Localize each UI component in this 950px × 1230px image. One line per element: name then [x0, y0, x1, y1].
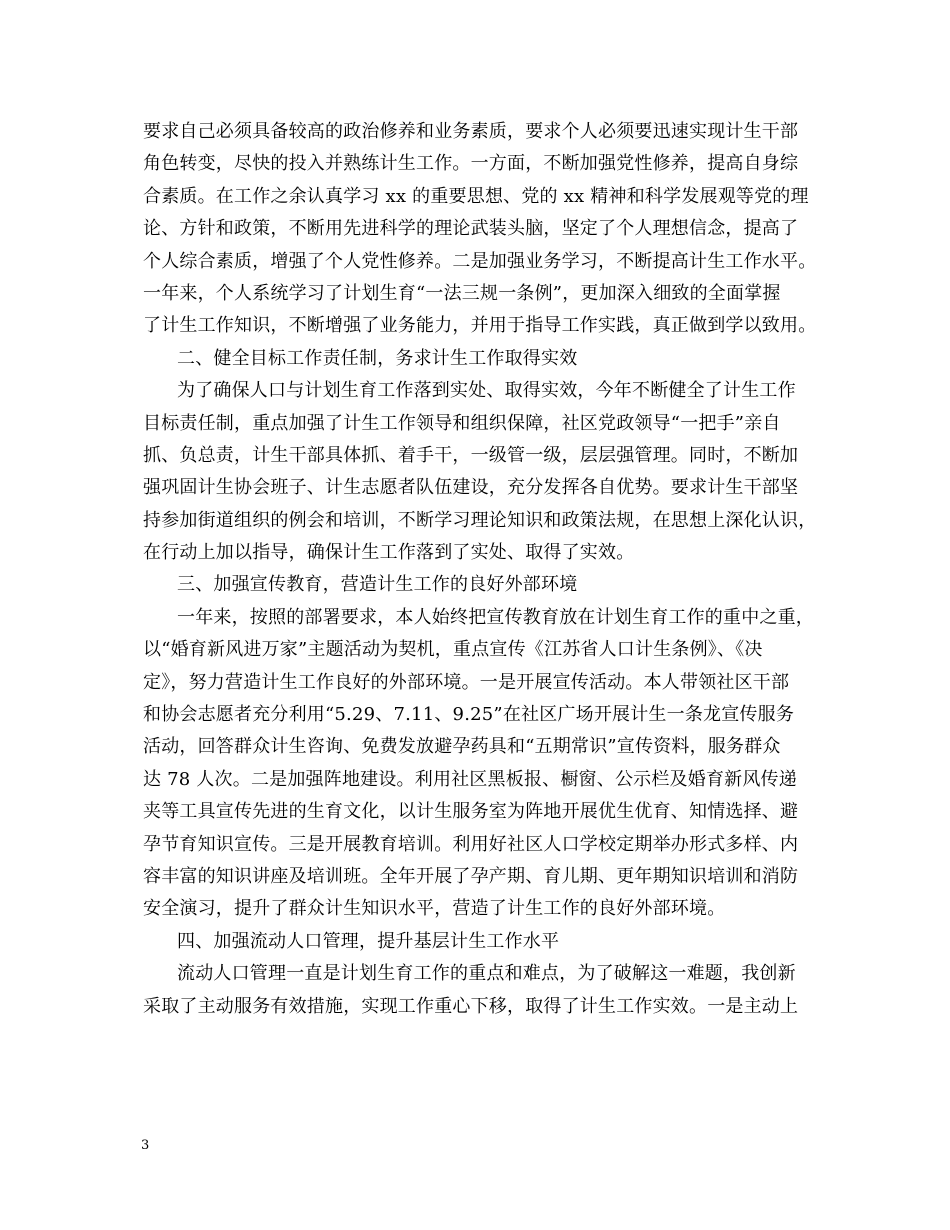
text-line: 达 78 人次。二是加强阵地建设。利用社区黑板报、橱窗、公示栏及婚育新风传递: [143, 768, 797, 790]
text-line: 夹等工具宣传先进的生育文化，以计生服务室为阵地开展优生优育、知情选择、避: [143, 801, 799, 823]
text-line: 四、加强流动人口管理，提升基层计生工作水平: [177, 930, 560, 952]
text-line: 个人综合素质，增强了个人党性修养。二是加强业务学习，不断提高计生工作水平。: [143, 250, 817, 272]
text-line: 安全演习，提升了群众计生知识水平，营造了计生工作的良好外部环境。: [143, 898, 726, 920]
text-line: 持参加街道组织的例会和培训，不断学习理论知识和政策法规，在思想上深化认识，: [143, 509, 817, 531]
text-line: 角色转变，尽快的投入并熟练计生工作。一方面，不断加强党性修养，提高自身综: [143, 153, 799, 175]
text-line: 一年来，个人系统学习了计划生育“一法三规一条例”，更加深入细致的全面掌握: [143, 282, 781, 304]
text-line: 了计生工作知识，不断增强了业务能力，并用于指导工作实践，真正做到学以致用。: [143, 315, 817, 337]
text-line: 定》，努力营造计生工作良好的外部环境。一是开展宣传活动。本人带领社区干部: [143, 671, 790, 693]
text-line: 二、健全目标工作责任制，务求计生工作取得实效: [177, 347, 578, 369]
text-line: 抓、负总责，计生干部具体抓、着手干，一级管一级，层层强管理。同时，不断加: [143, 444, 799, 466]
text-line: 要求自己必须具备较高的政治修养和业务素质，要求个人必须要迅速实现计生干部: [143, 121, 799, 142]
text-line: 活动，回答群众计生咨询、免费发放避孕药具和“五期常识”宣传资料，服务群众: [143, 736, 781, 758]
document-body: [143, 116, 823, 1023]
text-line: 论、方针和政策，不断用先进科学的理论武装头脑，坚定了个人理想信念，提高了: [143, 218, 799, 240]
text-line: 容丰富的知识讲座及培训班。全年开展了孕产期、育儿期、更年期知识培训和消防: [143, 865, 799, 887]
text-line: 三、加强宣传教育，营造计生工作的良好外部环境: [177, 574, 578, 596]
text-line: 合素质。在工作之余认真学习 xx 的重要思想、党的 xx 精神和科学发展观等党的理: [143, 185, 809, 207]
text-line: 流动人口管理一直是计划生育工作的重点和难点，为了破解这一难题，我创新: [177, 963, 796, 985]
text-line: 目标责任制，重点加强了计生工作领导和组织保障，社区党政领导“一把手”亲自: [143, 412, 781, 434]
text-line: 强巩固计生协会班子、计生志愿者队伍建设，充分发挥各自优势。要求计生干部坚: [143, 477, 799, 499]
page-number: 3: [141, 1138, 150, 1153]
text-line: 以“婚育新风进万家”主题活动为契机，重点宣传《江苏省人口计生条例》、《决: [143, 639, 763, 661]
text-line: 和协会志愿者充分利用“5.29、7.11、9.25”在社区广场开展计生一条龙宣传服务: [143, 704, 795, 726]
text-line: 为了确保人口与计划生育工作落到实处、取得实效，今年不断健全了计生工作: [177, 380, 796, 402]
text-line: 一年来，按照的部署要求，本人始终把宣传教育放在计划生育工作的重中之重，: [177, 606, 814, 628]
text-line: 在行动上加以指导，确保计生工作落到了实处、取得了实效。: [143, 542, 635, 564]
text-line: 采取了主动服务有效措施，实现工作重心下移，取得了计生工作实效。一是主动上: [143, 995, 799, 1017]
text-line: 孕节育知识宣传。三是开展教育培训。利用好社区人口学校定期举办形式多样、内: [143, 833, 799, 855]
